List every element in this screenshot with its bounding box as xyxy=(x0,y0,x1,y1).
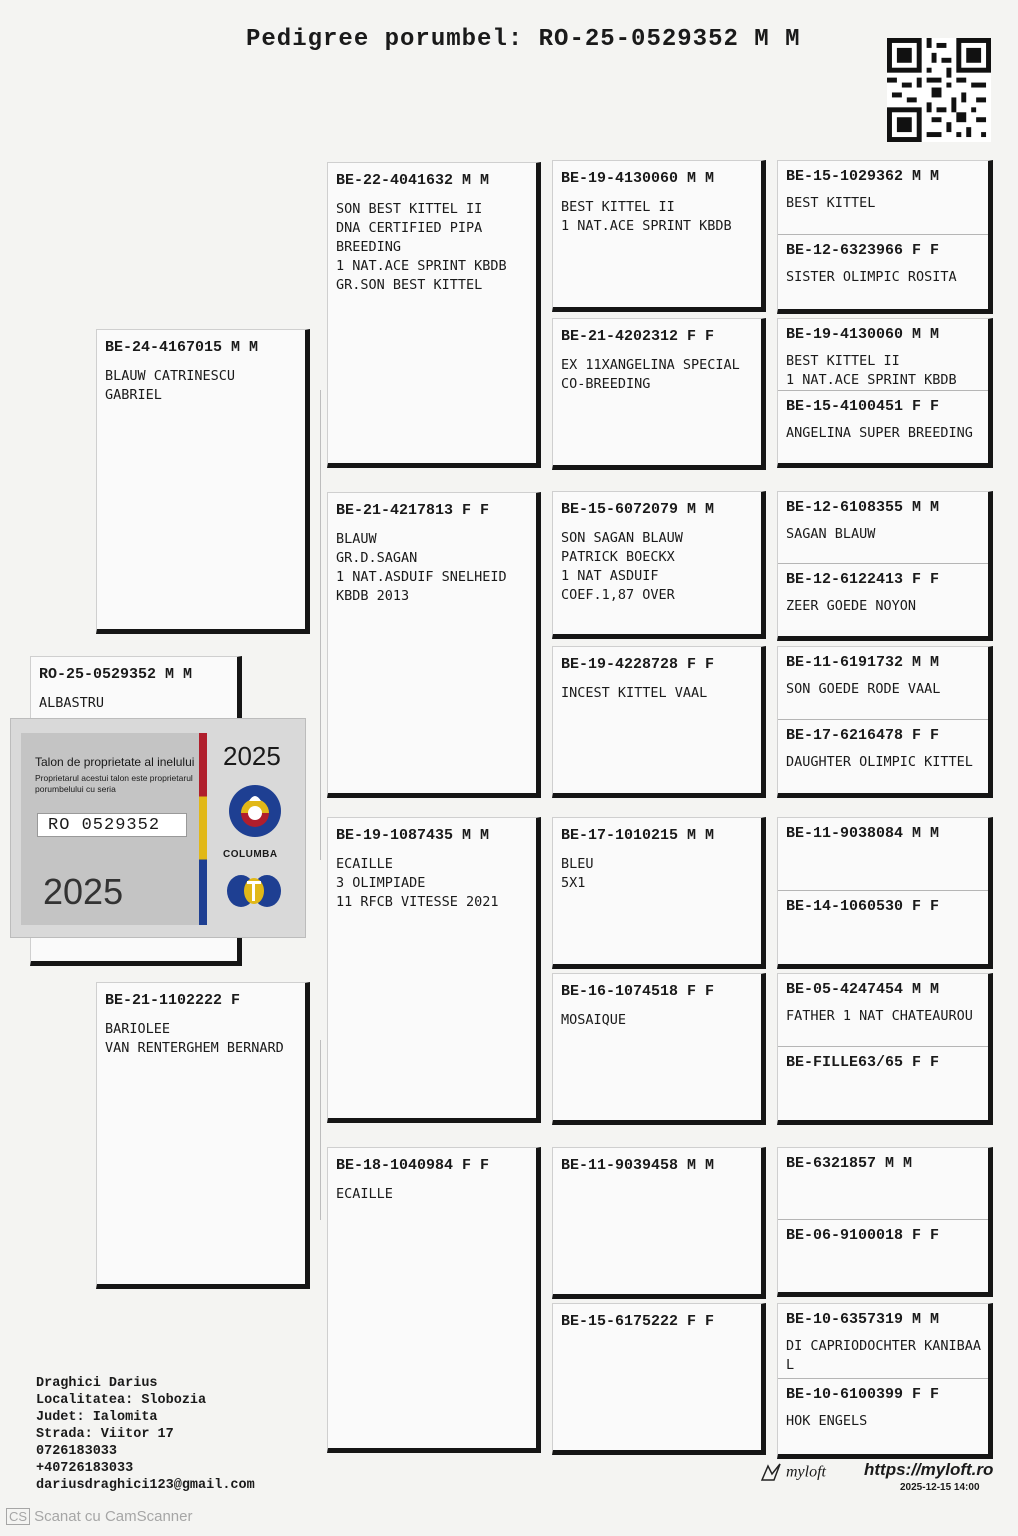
great-grandparent-ring-number: BE-11-9039458 M M xyxy=(561,1157,715,1174)
great-grandparent-info: EX 11XANGELINA SPECIAL CO-BREEDING xyxy=(561,357,740,392)
footer-brand xyxy=(760,1458,996,1500)
great-grandparent-info: BEST KITTEL II 1 NAT.ACE SPRINT KBDB xyxy=(561,199,732,234)
gg-ring-number: BE-11-6191732 M M xyxy=(786,654,940,671)
gg-info: SISTER OLIMPIC ROSITA xyxy=(786,269,957,285)
gg-ring-number: BE-FILLE63/65 F F xyxy=(786,1054,940,1071)
great-grandparent-card[interactable] xyxy=(552,1303,766,1455)
great-grandparent-card[interactable] xyxy=(552,817,766,969)
great-grandparent-ring-number: BE-15-6175222 F F xyxy=(561,1313,715,1330)
sire-ring-number: BE-24-4167015 M M xyxy=(105,339,259,356)
grandparent-info: ECAILLE xyxy=(336,1186,393,1202)
tag-title: Talon de proprietate al inelului xyxy=(35,755,195,769)
owner-name: Draghici Darius xyxy=(36,1376,158,1391)
gg-info: FATHER 1 NAT CHATEAUROU xyxy=(786,1008,973,1024)
gg-ring-number: BE-12-6122413 F F xyxy=(786,571,940,588)
owner-locality: Localitatea: Slobozia xyxy=(36,1393,207,1408)
dam-ring-number: BE-21-1102222 F xyxy=(105,992,241,1009)
gg-ring-number: BE-12-6323966 F F xyxy=(786,242,940,259)
great-great-grandparent-dam xyxy=(778,1220,988,1292)
federation-logo-icon xyxy=(225,869,283,911)
myloft-logo xyxy=(760,1462,826,1484)
gg-info: SON GOEDE RODE VAAL xyxy=(786,681,941,697)
great-great-grandparent-pair-card[interactable] xyxy=(777,817,993,969)
great-great-grandparent-dam xyxy=(778,391,988,463)
tag-year: 2025 xyxy=(223,741,281,771)
grandparent-info: ECAILLE 3 OLIMPIADE 11 RFCB VITESSE 2021 xyxy=(336,856,499,910)
print-date: 2025-12-15 14:00 xyxy=(900,1482,980,1493)
gg-info: SAGAN BLAUW xyxy=(786,526,876,542)
great-great-grandparent-pair-card[interactable] xyxy=(777,491,993,641)
gg-ring-number: BE-10-6357319 M M xyxy=(786,1311,940,1328)
owner-street: Strada: Viitor 17 xyxy=(36,1427,174,1442)
owner-email[interactable]: dariusdraghici123@gmail.com xyxy=(36,1478,255,1493)
tricolor-strip xyxy=(199,733,207,925)
great-great-grandparent-dam xyxy=(778,1379,988,1454)
camscanner-icon: CS xyxy=(6,1508,30,1525)
great-grandparent-ring-number: BE-19-4130060 M M xyxy=(561,170,715,187)
brand-url-link[interactable]: https://myloft.ro xyxy=(864,1460,994,1479)
tag-subtitle: Proprietarul acestui talon este proprietarul porumbelului cu seria xyxy=(35,773,193,794)
bird-icon xyxy=(760,1462,782,1484)
great-grandparent-ring-number: BE-19-4228728 F F xyxy=(561,656,715,673)
tag-big-year: 2025 xyxy=(43,871,124,912)
tag-ring-number: RO 0529352 xyxy=(37,813,187,837)
page-title: Pedigree porumbel: RO-25-0529352 M M xyxy=(246,26,801,53)
sire-info: BLAUW CATRINESCU GABRIEL xyxy=(105,368,236,403)
great-great-grandparent-sire xyxy=(778,1148,988,1220)
brand-name: myloft xyxy=(786,1463,826,1481)
grandparent-card[interactable] xyxy=(327,817,541,1123)
great-grandparent-info: SON SAGAN BLAUW PATRICK BOECKX 1 NAT ASDUIF COEF.1,87 OVER xyxy=(561,530,683,603)
ring-ownership-tag xyxy=(10,718,306,938)
great-great-grandparent-dam xyxy=(778,1047,988,1120)
gg-ring-number: BE-11-9038084 M M xyxy=(786,825,940,842)
great-great-grandparent-dam xyxy=(778,891,988,964)
great-great-grandparent-pair-card[interactable] xyxy=(777,160,993,314)
qr-code-icon[interactable] xyxy=(887,38,991,142)
gg-ring-number: BE-14-1060530 F F xyxy=(786,898,940,915)
great-great-grandparent-sire xyxy=(778,319,988,391)
gg-info: BEST KITTEL II 1 NAT.ACE SPRINT KBDB xyxy=(786,353,957,388)
great-grandparent-info: BLEU 5X1 xyxy=(561,856,594,891)
gg-ring-number: BE-6321857 M M xyxy=(786,1155,913,1172)
great-great-grandparent-sire xyxy=(778,492,988,564)
gg-ring-number: BE-12-6108355 M M xyxy=(786,499,940,516)
grandparent-card[interactable] xyxy=(327,1147,541,1453)
scanner-watermark xyxy=(6,1508,192,1525)
great-grandparent-info: INCEST KITTEL VAAL xyxy=(561,685,708,701)
gg-ring-number: BE-17-6216478 F F xyxy=(786,727,940,744)
gg-info: ANGELINA SUPER BREEDING xyxy=(786,425,973,441)
dam-info: BARIOLEE VAN RENTERGHEM BERNARD xyxy=(105,1021,284,1056)
great-great-grandparent-dam xyxy=(778,720,988,793)
gg-ring-number: BE-19-4130060 M M xyxy=(786,326,940,343)
great-grandparent-ring-number: BE-21-4202312 F F xyxy=(561,328,715,345)
great-great-grandparent-sire xyxy=(778,818,988,891)
gg-ring-number: BE-06-9100018 F F xyxy=(786,1227,940,1244)
great-grandparent-ring-number: BE-17-1010215 M M xyxy=(561,827,715,844)
great-great-grandparent-pair-card[interactable] xyxy=(777,1303,993,1459)
gg-ring-number: BE-10-6100399 F F xyxy=(786,1386,940,1403)
great-grandparent-card[interactable] xyxy=(552,1147,766,1299)
owner-phone: 0726183033 xyxy=(36,1444,118,1459)
gg-ring-number: BE-05-4247454 M M xyxy=(786,981,940,998)
great-great-grandparent-dam xyxy=(778,235,988,309)
subject-ring-number: RO-25-0529352 M M xyxy=(39,666,193,683)
grandparent-ring-number: BE-19-1087435 M M xyxy=(336,827,490,844)
grandparent-card[interactable] xyxy=(327,162,541,468)
great-great-grandparent-sire xyxy=(778,161,988,235)
great-grandparent-card[interactable] xyxy=(552,160,766,312)
great-great-grandparent-pair-card[interactable] xyxy=(777,646,993,798)
great-grandparent-info: MOSAIQUE xyxy=(561,1012,627,1028)
tree-connector xyxy=(320,390,321,860)
great-great-grandparent-sire xyxy=(778,974,988,1047)
gg-info: DAUGHTER OLIMPIC KITTEL xyxy=(786,754,973,770)
great-grandparent-ring-number: BE-15-6072079 M M xyxy=(561,501,715,518)
grandparent-ring-number: BE-21-4217813 F F xyxy=(336,502,490,519)
grandparent-ring-number: BE-18-1040984 F F xyxy=(336,1157,490,1174)
grandparent-ring-number: BE-22-4041632 M M xyxy=(336,172,490,189)
great-great-grandparent-dam xyxy=(778,564,988,636)
grandparent-info: BLAUW GR.D.SAGAN 1 NAT.ASDUIF SNELHEID KBDB 2013 xyxy=(336,531,507,604)
great-grandparent-card[interactable] xyxy=(552,318,766,470)
subject-info: ALBASTRU xyxy=(39,695,105,711)
great-grandparent-card[interactable] xyxy=(552,646,766,798)
great-grandparent-card[interactable] xyxy=(552,973,766,1125)
great-great-grandparent-sire xyxy=(778,1304,988,1379)
great-great-grandparent-pair-card[interactable] xyxy=(777,318,993,468)
owner-county: Judet: Ialomita xyxy=(36,1410,158,1425)
owner-phone-intl: +40726183033 xyxy=(36,1461,134,1476)
owner-details xyxy=(36,1375,255,1494)
gg-info: ZEER GOEDE NOYON xyxy=(786,598,917,614)
gg-ring-number: BE-15-1029362 M M xyxy=(786,168,940,185)
columba-logo-icon xyxy=(227,783,283,839)
dam-card[interactable] xyxy=(96,982,310,1289)
great-great-grandparent-pair-card[interactable] xyxy=(777,1147,993,1297)
great-great-grandparent-sire xyxy=(778,647,988,720)
grandparent-info: SON BEST KITTEL II DNA CERTIFIED PIPA BREEDING 1 NAT.ACE SPRINT KBDB GR.SON BEST KITTEL xyxy=(336,201,507,293)
scanner-label: Scanat cu CamScanner xyxy=(34,1508,193,1525)
grandparent-card[interactable] xyxy=(327,492,541,798)
gg-info: BEST KITTEL xyxy=(786,195,876,211)
great-grandparent-ring-number: BE-16-1074518 F F xyxy=(561,983,715,1000)
great-grandparent-card[interactable] xyxy=(552,491,766,639)
tree-connector xyxy=(320,1040,321,1220)
sire-card[interactable] xyxy=(96,329,310,634)
gg-ring-number: BE-15-4100451 F F xyxy=(786,398,940,415)
gg-info: DI CAPRIODOCHTER KANIBAA L xyxy=(786,1338,982,1373)
great-great-grandparent-pair-card[interactable] xyxy=(777,973,993,1125)
tag-org-name: COLUMBA xyxy=(223,849,278,860)
gg-info: HOK ENGELS xyxy=(786,1413,868,1429)
